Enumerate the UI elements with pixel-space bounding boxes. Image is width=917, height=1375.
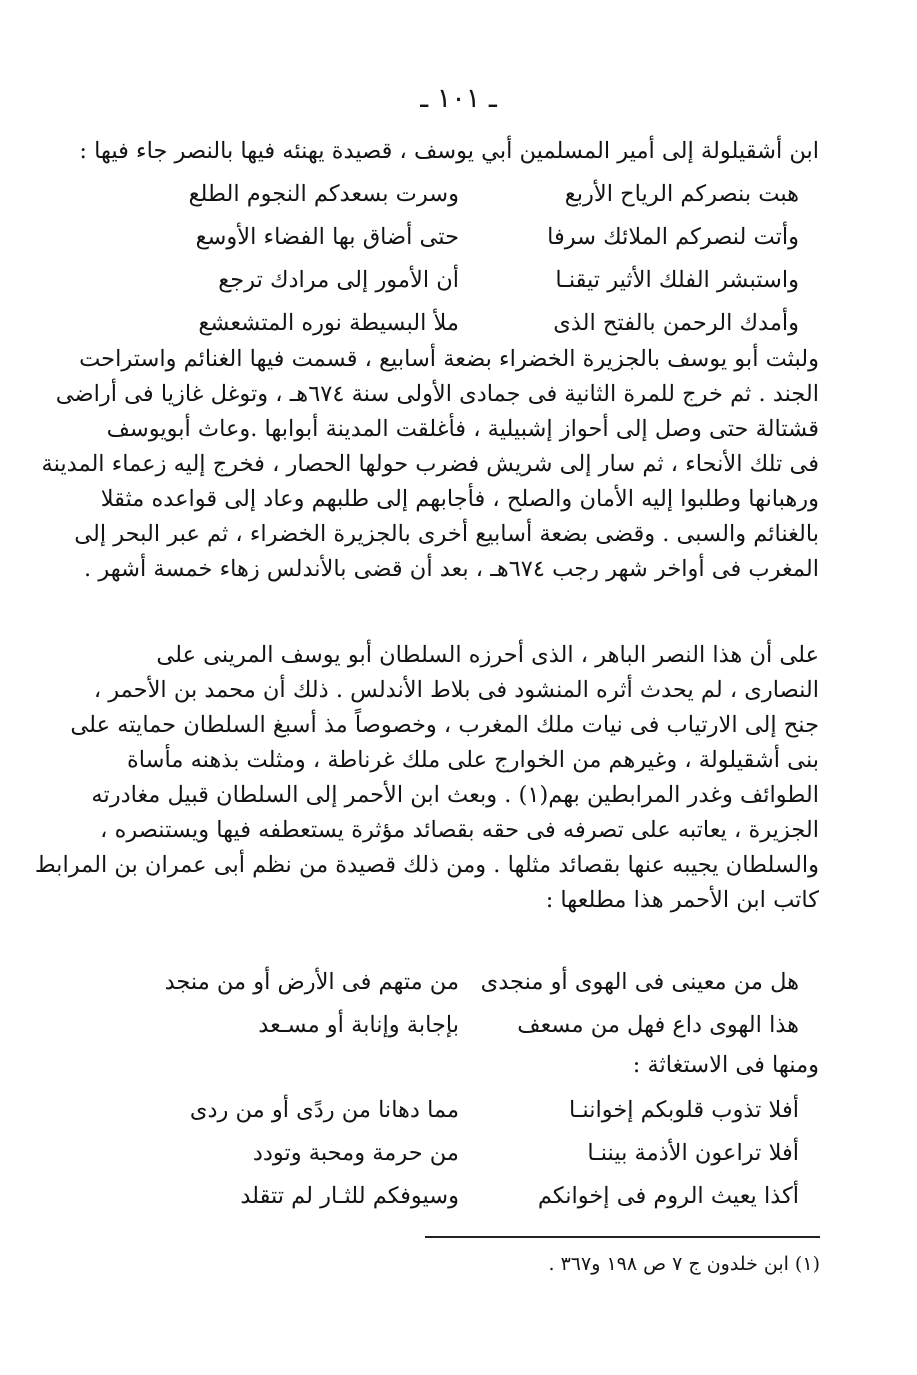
- verse-row: [159, 258, 799, 301]
- verse-row: [159, 215, 799, 258]
- text-line: بالغنائم والسبى . وقضى بضعة أسابيع أخرى بالجزيرة الخضراء ، ثم عبر البحر إلى: [74, 521, 819, 547]
- text-line: بنى أشقيلولة ، وغيرهم من الخوارج على ملك غرناطة ، ومثلت بذهنه مأساة: [127, 747, 819, 773]
- text-line: كاتب ابن الأحمر هذا مطلعها :: [545, 887, 819, 913]
- verse-second-hemistich: ملأ البسيطة نوره المتشعشع: [198, 309, 459, 336]
- text-line: ولبثت أبو يوسف بالجزيرة الخضراء بضعة أسابيع ، قسمت فيها الغنائم واستراحت: [79, 346, 819, 372]
- text-line: ورهبانها وطلبوا إليه الأمان والصلح ، فأجابهم إلى طلبهم وعاد إلى قواعده مثقلا: [100, 486, 819, 512]
- verse-first-hemistich: وأتت لنصركم الملائك سرفا: [547, 223, 799, 250]
- verse-row: [159, 960, 799, 1003]
- text-line: الطوائف وغدر المرابطين بهم(١) . وبعث ابن الأحمر إلى السلطان قبيل مغادرته: [91, 782, 819, 808]
- footnote-separator: [425, 1236, 820, 1238]
- verse-row: [159, 1131, 799, 1174]
- text-line: المغرب فى أواخر شهر رجب ٦٧٤هـ ، بعد أن قضى بالأندلس زهاء خمسة أشهر .: [84, 556, 819, 582]
- verse-second-hemistich: من متهم فى الأرض أو من منجد: [164, 968, 459, 995]
- verse-second-hemistich: وسرت بسعدكم النجوم الطلع: [188, 180, 459, 207]
- text-line: الجند . ثم خرج للمرة الثانية فى جمادى الأولى سنة ٦٧٤هـ ، وتوغل غازيا فى أراضى: [55, 381, 819, 407]
- text-line: والسلطان يجيبه عنها بقصائد مثلها . ومن ذلك قصيدة من نظم أبى عمران بن المرابط: [34, 852, 819, 878]
- verse-row: [159, 301, 799, 344]
- footnote: (١) ابن خلدون ج ٧ ص ١٩٨ و٣٦٧ .: [548, 1253, 820, 1275]
- verse-first-hemistich: هبت بنصركم الرياح الأربع: [564, 180, 799, 207]
- paragraph-3: [34, 638, 819, 918]
- verse-first-hemistich: هذا الهوى داع فهل من مسعف: [517, 1011, 799, 1038]
- verse-second-hemistich: مما دهانا من ردًى أو من ردى: [189, 1096, 459, 1123]
- poem-2: [159, 960, 799, 1046]
- verse-second-hemistich: بإجابة وإنابة أو مسـعد: [258, 1011, 459, 1038]
- paragraph-1: [79, 134, 819, 169]
- verse-first-hemistich: أفلا تراعون الأذمة بيننـا: [587, 1139, 799, 1166]
- text-line: ابن أشقيلولة إلى أمير المسلمين أبي يوسف ، قصيدة يهنئه فيها بالنصر جاء فيها :: [79, 138, 819, 164]
- verse-row: [159, 1003, 799, 1046]
- text-line: الجزيرة ، يعاتبه على تصرفه فى حقه بقصائد مؤثرة يستعطفه فيها ويستنصره ،: [100, 817, 819, 843]
- verse-second-hemistich: من حرمة ومحبة وتودد: [252, 1139, 459, 1166]
- page-number: ـ ١٠١ ـ: [420, 83, 497, 114]
- verse-second-hemistich: أن الأمور إلى مرادك ترجع: [218, 266, 459, 293]
- verse-second-hemistich: وسيوفكم للثـار لم تتقلد: [240, 1182, 459, 1209]
- text-line: النصارى ، لم يحدث أثره المنشود فى بلاط الأندلس . ذلك أن محمد بن الأحمر ،: [93, 677, 819, 703]
- verse-first-hemistich: وأمدك الرحمن بالفتح الذى: [553, 309, 799, 336]
- paragraph-2: [41, 342, 819, 587]
- poem-3-intro: [134, 1048, 819, 1083]
- text-line: فى تلك الأنحاء ، ثم سار إلى شريش فضرب حولها الحصار ، فخرج إليه زعماء المدينة: [41, 451, 819, 477]
- text-line: جنح إلى الارتياب فى نيات ملك المغرب ، وخصوصاً مذ أسبغ السلطان حمايته على: [70, 712, 819, 738]
- text-line: على أن هذا النصر الباهر ، الذى أحرزه السلطان أبو يوسف المرينى على: [156, 642, 819, 668]
- verse-first-hemistich: هل من معينى فى الهوى أو منجدى: [480, 968, 799, 995]
- poem-3: [159, 1088, 799, 1217]
- verse-first-hemistich: أفلا تذوب قلوبكم إخواننـا: [568, 1096, 799, 1123]
- verse-second-hemistich: حتى أضاق بها الفضاء الأوسع: [195, 223, 459, 250]
- text-line: ومنها فى الاستغاثة :: [632, 1052, 819, 1078]
- text-line: قشتالة حتى وصل إلى أحواز إشبيلية ، فأغلقت المدينة أبوابها .وعاث أبويوسف: [106, 416, 819, 442]
- verse-first-hemistich: أكذا يعيث الروم فى إخوانكم: [537, 1182, 799, 1209]
- verse-row: [159, 1088, 799, 1131]
- verse-row: [159, 172, 799, 215]
- poem-1: [159, 172, 799, 344]
- verse-first-hemistich: واستبشر الفلك الأثير تيقنـا: [555, 266, 799, 293]
- verse-row: [159, 1174, 799, 1217]
